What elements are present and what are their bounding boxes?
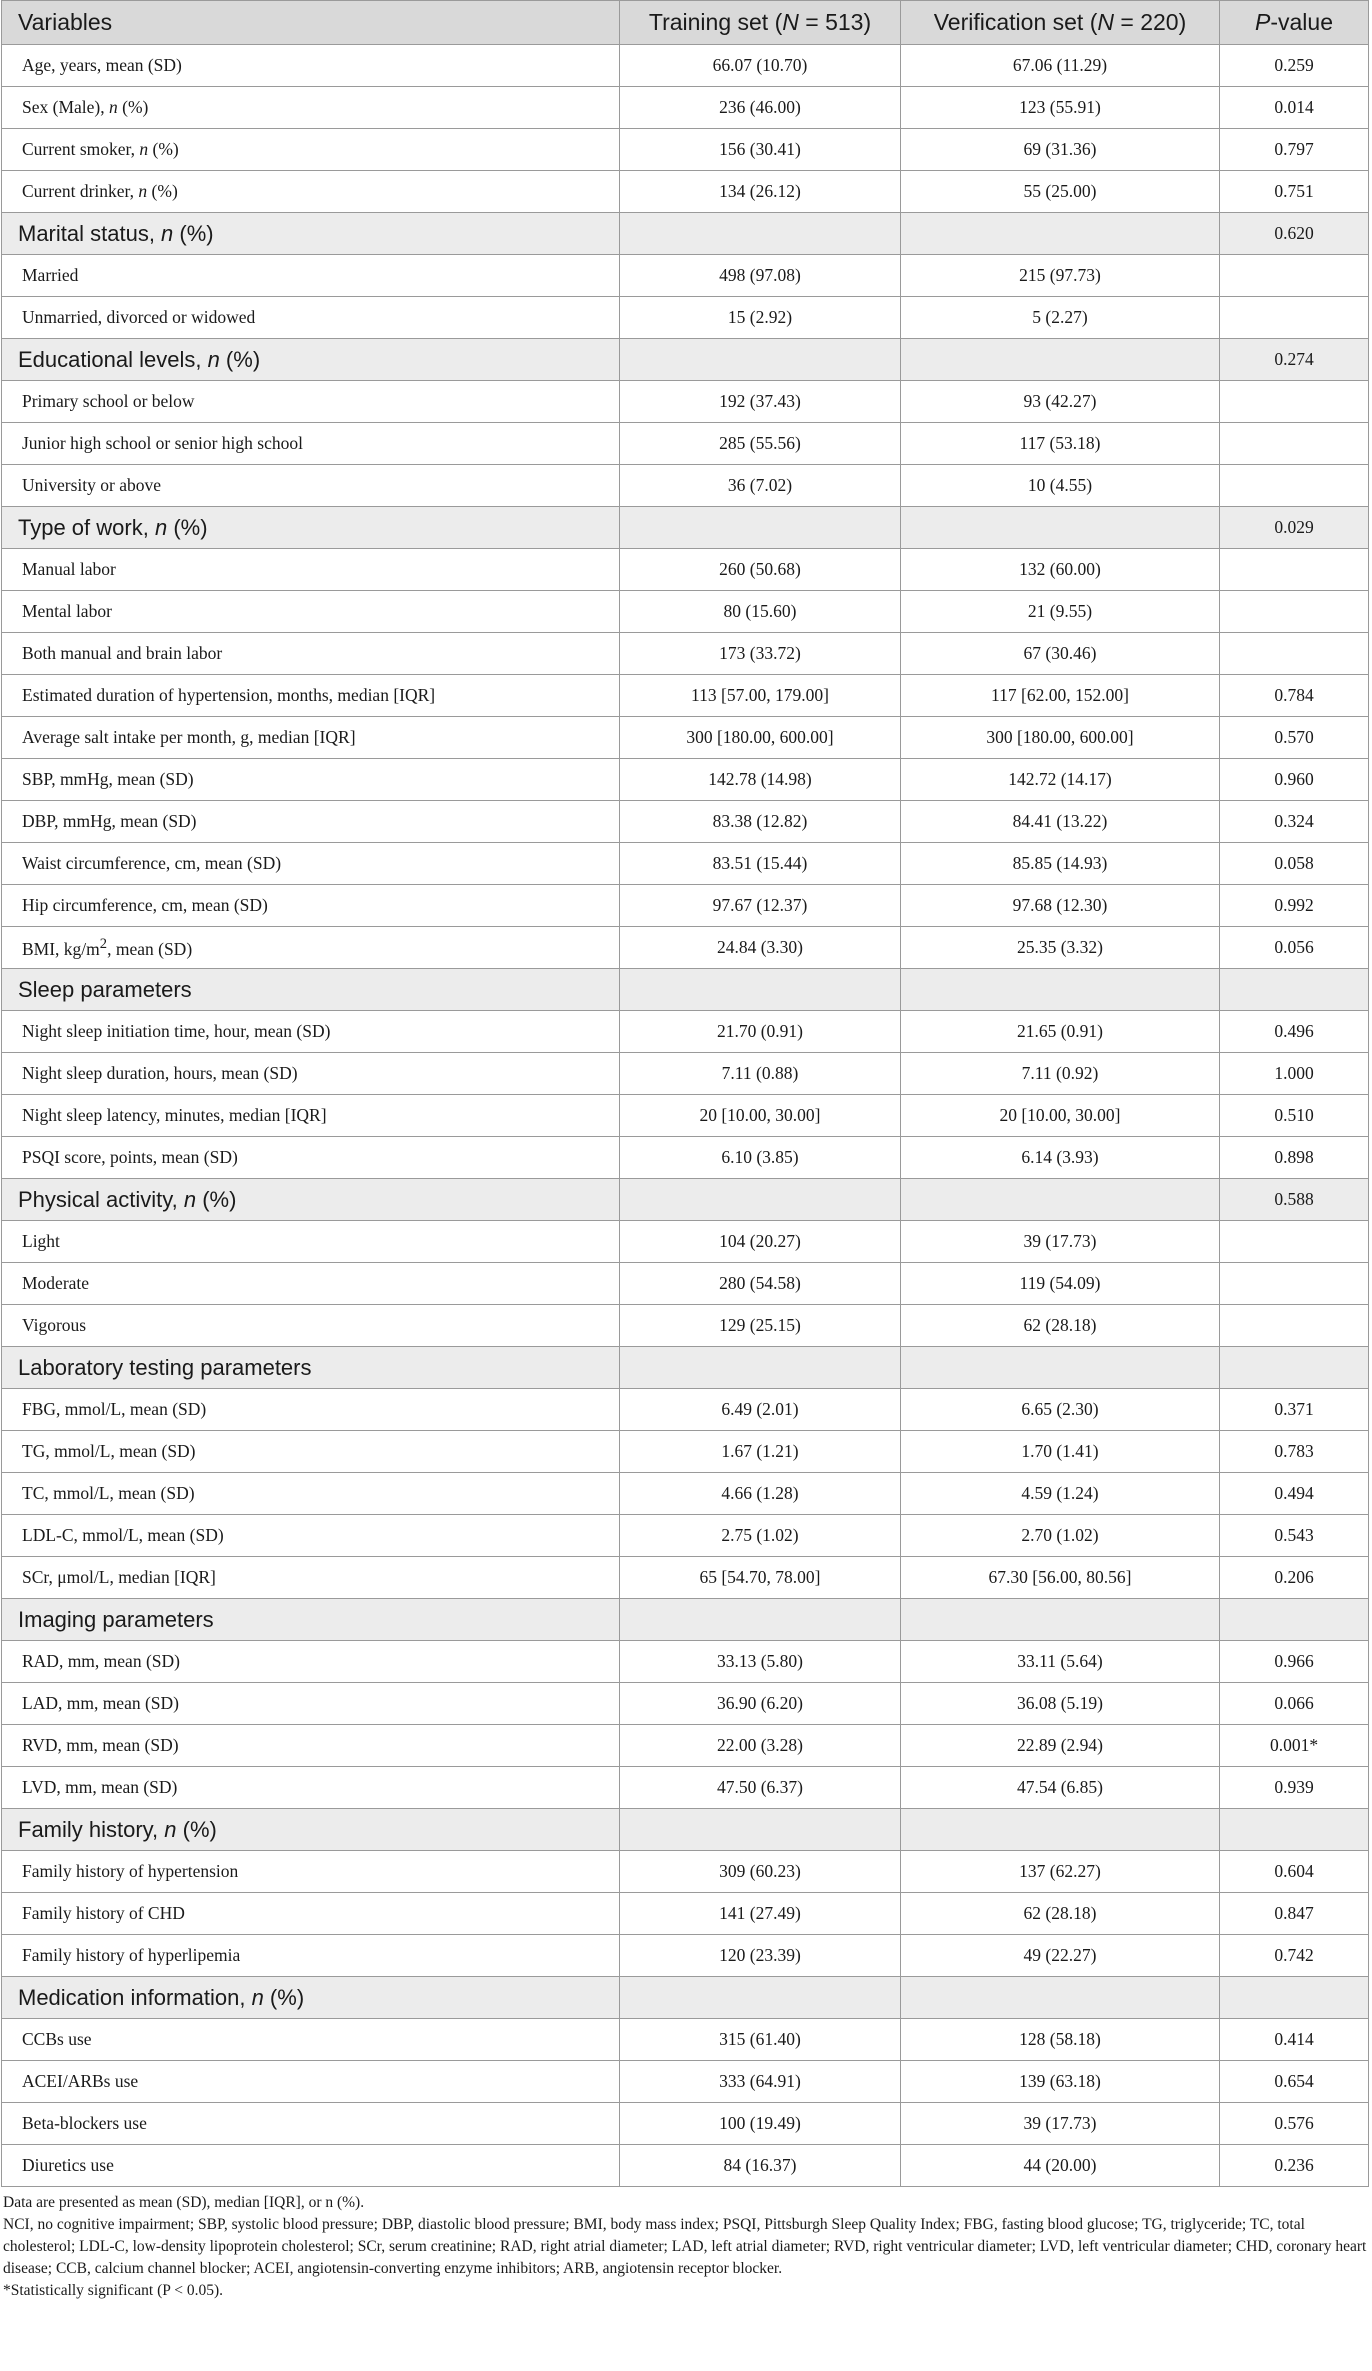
p-value: 0.960 [1220, 759, 1369, 801]
variable-label: Estimated duration of hypertension, months, median [IQR] [2, 675, 620, 717]
table-row [2, 2103, 1369, 2145]
p-value: 0.654 [1220, 2061, 1369, 2103]
verification-value: 25.35 (3.32) [901, 927, 1220, 969]
training-value: 4.66 (1.28) [620, 1473, 901, 1515]
training-value: 260 (50.68) [620, 549, 901, 591]
table-row [2, 171, 1369, 213]
verification-value: 132 (60.00) [901, 549, 1220, 591]
verification-value: 44 (20.00) [901, 2145, 1220, 2187]
verification-value: 69 (31.36) [901, 129, 1220, 171]
verification-value: 7.11 (0.92) [901, 1053, 1220, 1095]
p-value [1220, 381, 1369, 423]
variable-label: Vigorous [2, 1305, 620, 1347]
training-value: 1.67 (1.21) [620, 1431, 901, 1473]
section-label: Marital status, n (%) [2, 213, 620, 255]
p-value [1220, 633, 1369, 675]
verification-value: 85.85 (14.93) [901, 843, 1220, 885]
p-value [1220, 255, 1369, 297]
p-value: 0.797 [1220, 129, 1369, 171]
section-row [2, 1809, 1369, 1851]
training-value: 333 (64.91) [620, 2061, 901, 2103]
table-row [2, 1557, 1369, 1599]
variable-label: SBP, mmHg, mean (SD) [2, 759, 620, 801]
training-value: 80 (15.60) [620, 591, 901, 633]
footnote-abbreviations: NCI, no cognitive impairment; SBP, systolic blood pressure; DBP, diastolic blood pressure; BMI, body mass index; PSQI, Pittsburgh Sleep Quality Index; FBG, fasting blood glucose; TG, triglyceride; TC, total cholesterol; LDL-C, low-density lipoprotein cholesterol; SCr, serum creatinine; RAD, right atrial diameter; LAD, left atrial diameter; RVD, right ventricular diameter; LVD, left ventricular diameter; CHD, coronary heart disease; CCB, calcium channel blocker; ACEI, angiotensin-converting enzyme inhibitors; ARB, angiotensin receptor blocker. [3, 2216, 1367, 2277]
p-value: 0.259 [1220, 45, 1369, 87]
table-row [2, 801, 1369, 843]
section-label: Laboratory testing parameters [2, 1347, 620, 1389]
p-value: 0.236 [1220, 2145, 1369, 2187]
variable-label: TC, mmol/L, mean (SD) [2, 1473, 620, 1515]
training-value: 173 (33.72) [620, 633, 901, 675]
footnote-data-presentation: Data are presented as mean (SD), median [IQR], or n (%). [3, 2194, 365, 2211]
verification-value: 139 (63.18) [901, 2061, 1220, 2103]
variable-label: CCBs use [2, 2019, 620, 2061]
table-row [2, 1893, 1369, 1935]
verification-value: 20 [10.00, 30.00] [901, 1095, 1220, 1137]
verification-value: 67 (30.46) [901, 633, 1220, 675]
training-value: 129 (25.15) [620, 1305, 901, 1347]
variable-label: Primary school or below [2, 381, 620, 423]
training-value: 24.84 (3.30) [620, 927, 901, 969]
training-value [620, 1809, 901, 1851]
verification-value: 93 (42.27) [901, 381, 1220, 423]
training-value: 97.67 (12.37) [620, 885, 901, 927]
table-row [2, 129, 1369, 171]
p-value: 0.570 [1220, 717, 1369, 759]
table-row [2, 927, 1369, 969]
training-value: 280 (54.58) [620, 1263, 901, 1305]
table-row [2, 1137, 1369, 1179]
training-value: 2.75 (1.02) [620, 1515, 901, 1557]
table-row [2, 843, 1369, 885]
table-row [2, 1851, 1369, 1893]
table-row [2, 1515, 1369, 1557]
p-value [1220, 297, 1369, 339]
verification-value: 119 (54.09) [901, 1263, 1220, 1305]
verification-value: 97.68 (12.30) [901, 885, 1220, 927]
verification-value: 39 (17.73) [901, 1221, 1220, 1263]
training-value: 66.07 (10.70) [620, 45, 901, 87]
training-value: 6.10 (3.85) [620, 1137, 901, 1179]
variable-label: Family history of hyperlipemia [2, 1935, 620, 1977]
p-value: 0.494 [1220, 1473, 1369, 1515]
verification-value: 137 (62.27) [901, 1851, 1220, 1893]
table-row [2, 1473, 1369, 1515]
table-row [2, 255, 1369, 297]
p-value: 0.543 [1220, 1515, 1369, 1557]
section-row [2, 339, 1369, 381]
p-value: 0.939 [1220, 1767, 1369, 1809]
p-value: 0.966 [1220, 1641, 1369, 1683]
p-value [1220, 1599, 1369, 1641]
table-row [2, 1221, 1369, 1263]
verification-value: 4.59 (1.24) [901, 1473, 1220, 1515]
training-value: 65 [54.70, 78.00] [620, 1557, 901, 1599]
variable-label: Manual labor [2, 549, 620, 591]
verification-value: 128 (58.18) [901, 2019, 1220, 2061]
variable-label: University or above [2, 465, 620, 507]
variable-label: LAD, mm, mean (SD) [2, 1683, 620, 1725]
table-row [2, 1683, 1369, 1725]
training-value [620, 339, 901, 381]
table-row [2, 1767, 1369, 1809]
verification-value [901, 1179, 1220, 1221]
verification-value [901, 969, 1220, 1011]
variable-label: Age, years, mean (SD) [2, 45, 620, 87]
verification-value: 36.08 (5.19) [901, 1683, 1220, 1725]
variable-label: Married [2, 255, 620, 297]
variable-label: Average salt intake per month, g, median [IQR] [2, 717, 620, 759]
verification-value [901, 1599, 1220, 1641]
table-row [2, 549, 1369, 591]
p-value: 0.742 [1220, 1935, 1369, 1977]
verification-value: 21.65 (0.91) [901, 1011, 1220, 1053]
p-value: 1.000 [1220, 1053, 1369, 1095]
training-value: 100 (19.49) [620, 2103, 901, 2145]
variable-label: Night sleep duration, hours, mean (SD) [2, 1053, 620, 1095]
variable-label: Family history of CHD [2, 1893, 620, 1935]
verification-value: 67.06 (11.29) [901, 45, 1220, 87]
table-row [2, 2145, 1369, 2187]
section-label: Imaging parameters [2, 1599, 620, 1641]
variable-label: Family history of hypertension [2, 1851, 620, 1893]
variable-label: RAD, mm, mean (SD) [2, 1641, 620, 1683]
training-value: 236 (46.00) [620, 87, 901, 129]
p-value [1220, 1263, 1369, 1305]
section-label: Sleep parameters [2, 969, 620, 1011]
verification-value: 22.89 (2.94) [901, 1725, 1220, 1767]
training-value: 47.50 (6.37) [620, 1767, 901, 1809]
section-row [2, 213, 1369, 255]
variable-label: Hip circumference, cm, mean (SD) [2, 885, 620, 927]
verification-value: 117 [62.00, 152.00] [901, 675, 1220, 717]
p-value [1220, 549, 1369, 591]
verification-value: 10 (4.55) [901, 465, 1220, 507]
training-value: 120 (23.39) [620, 1935, 901, 1977]
training-value: 15 (2.92) [620, 297, 901, 339]
header-variables: Variables [2, 1, 620, 45]
training-value [620, 969, 901, 1011]
variable-label: LVD, mm, mean (SD) [2, 1767, 620, 1809]
variable-label: Light [2, 1221, 620, 1263]
training-value: 36 (7.02) [620, 465, 901, 507]
training-value: 315 (61.40) [620, 2019, 901, 2061]
verification-value: 55 (25.00) [901, 171, 1220, 213]
variable-label: FBG, mmol/L, mean (SD) [2, 1389, 620, 1431]
section-row [2, 1347, 1369, 1389]
verification-value: 2.70 (1.02) [901, 1515, 1220, 1557]
p-value [1220, 1221, 1369, 1263]
p-value: 0.066 [1220, 1683, 1369, 1725]
training-value: 498 (97.08) [620, 255, 901, 297]
table-row [2, 633, 1369, 675]
p-value: 0.510 [1220, 1095, 1369, 1137]
training-value: 83.51 (15.44) [620, 843, 901, 885]
p-value: 0.324 [1220, 801, 1369, 843]
p-value: 0.847 [1220, 1893, 1369, 1935]
p-value: 0.783 [1220, 1431, 1369, 1473]
table-row [2, 87, 1369, 129]
table-row [2, 1431, 1369, 1473]
table-row [2, 2019, 1369, 2061]
table-row [2, 1935, 1369, 1977]
variable-label: Beta-blockers use [2, 2103, 620, 2145]
table-row [2, 1053, 1369, 1095]
p-value: 0.992 [1220, 885, 1369, 927]
p-value: 0.751 [1220, 171, 1369, 213]
training-value [620, 1179, 901, 1221]
variable-label: Unmarried, divorced or widowed [2, 297, 620, 339]
verification-value: 117 (53.18) [901, 423, 1220, 465]
table-row [2, 1725, 1369, 1767]
training-value: 142.78 (14.98) [620, 759, 901, 801]
variable-label: TG, mmol/L, mean (SD) [2, 1431, 620, 1473]
table-row [2, 45, 1369, 87]
verification-value: 47.54 (6.85) [901, 1767, 1220, 1809]
verification-value [901, 1809, 1220, 1851]
variable-label: PSQI score, points, mean (SD) [2, 1137, 620, 1179]
training-value: 156 (30.41) [620, 129, 901, 171]
variable-label: Current drinker, n (%) [2, 171, 620, 213]
p-value [1220, 1347, 1369, 1389]
verification-value: 142.72 (14.17) [901, 759, 1220, 801]
variable-label: RVD, mm, mean (SD) [2, 1725, 620, 1767]
section-row [2, 507, 1369, 549]
variable-label: Night sleep latency, minutes, median [IQR] [2, 1095, 620, 1137]
p-value: 0.576 [1220, 2103, 1369, 2145]
table-row [2, 717, 1369, 759]
training-value: 285 (55.56) [620, 423, 901, 465]
p-value: 0.274 [1220, 339, 1369, 381]
training-value [620, 1599, 901, 1641]
verification-value: 84.41 (13.22) [901, 801, 1220, 843]
training-value: 192 (37.43) [620, 381, 901, 423]
variable-label: Both manual and brain labor [2, 633, 620, 675]
p-value: 0.496 [1220, 1011, 1369, 1053]
verification-value: 62 (28.18) [901, 1893, 1220, 1935]
table-row [2, 1011, 1369, 1053]
p-value [1220, 969, 1369, 1011]
training-value: 104 (20.27) [620, 1221, 901, 1263]
p-value: 0.898 [1220, 1137, 1369, 1179]
baseline-characteristics-table [1, 0, 1369, 2187]
p-value: 0.206 [1220, 1557, 1369, 1599]
verification-value: 62 (28.18) [901, 1305, 1220, 1347]
verification-value: 1.70 (1.41) [901, 1431, 1220, 1473]
variable-label: SCr, μmol/L, median [IQR] [2, 1557, 620, 1599]
p-value: 0.414 [1220, 2019, 1369, 2061]
training-value: 33.13 (5.80) [620, 1641, 901, 1683]
variable-label: Diuretics use [2, 2145, 620, 2187]
table-row [2, 465, 1369, 507]
table-row [2, 885, 1369, 927]
table-row [2, 1389, 1369, 1431]
header-p-value: P-value [1220, 1, 1369, 45]
table-row [2, 1641, 1369, 1683]
verification-value [901, 507, 1220, 549]
variable-label: LDL-C, mmol/L, mean (SD) [2, 1515, 620, 1557]
p-value: 0.014 [1220, 87, 1369, 129]
training-value: 36.90 (6.20) [620, 1683, 901, 1725]
verification-value [901, 1977, 1220, 2019]
table-footnotes [1, 2192, 1368, 2302]
verification-value [901, 339, 1220, 381]
verification-value: 123 (55.91) [901, 87, 1220, 129]
variable-label: Sex (Male), n (%) [2, 87, 620, 129]
training-value: 6.49 (2.01) [620, 1389, 901, 1431]
header-verification-set: Verification set (N = 220) [901, 1, 1220, 45]
training-value: 134 (26.12) [620, 171, 901, 213]
p-value: 0.620 [1220, 213, 1369, 255]
training-value: 309 (60.23) [620, 1851, 901, 1893]
variable-label: Current smoker, n (%) [2, 129, 620, 171]
training-value: 22.00 (3.28) [620, 1725, 901, 1767]
variable-label: ACEI/ARBs use [2, 2061, 620, 2103]
table-row [2, 591, 1369, 633]
variable-label: Mental labor [2, 591, 620, 633]
training-value: 21.70 (0.91) [620, 1011, 901, 1053]
verification-value: 33.11 (5.64) [901, 1641, 1220, 1683]
section-label: Type of work, n (%) [2, 507, 620, 549]
table-row [2, 423, 1369, 465]
p-value: 0.029 [1220, 507, 1369, 549]
verification-value: 300 [180.00, 600.00] [901, 717, 1220, 759]
section-row [2, 1599, 1369, 1641]
p-value: 0.056 [1220, 927, 1369, 969]
verification-value: 21 (9.55) [901, 591, 1220, 633]
training-value [620, 1347, 901, 1389]
table-row [2, 2061, 1369, 2103]
table-row [2, 1263, 1369, 1305]
p-value [1220, 423, 1369, 465]
p-value [1220, 591, 1369, 633]
verification-value [901, 1347, 1220, 1389]
p-value [1220, 1977, 1369, 2019]
section-row [2, 969, 1369, 1011]
training-value: 83.38 (12.82) [620, 801, 901, 843]
variable-label: Junior high school or senior high school [2, 423, 620, 465]
section-row [2, 1179, 1369, 1221]
p-value: 0.371 [1220, 1389, 1369, 1431]
variable-label: Waist circumference, cm, mean (SD) [2, 843, 620, 885]
variable-label: Moderate [2, 1263, 620, 1305]
section-label: Physical activity, n (%) [2, 1179, 620, 1221]
section-row [2, 1977, 1369, 2019]
training-value [620, 213, 901, 255]
table-row [2, 675, 1369, 717]
training-value: 113 [57.00, 179.00] [620, 675, 901, 717]
p-value: 0.784 [1220, 675, 1369, 717]
table-container [1, 0, 1368, 2302]
section-label: Educational levels, n (%) [2, 339, 620, 381]
table-row [2, 1305, 1369, 1347]
verification-value: 67.30 [56.00, 80.56] [901, 1557, 1220, 1599]
p-value [1220, 1809, 1369, 1851]
training-value: 141 (27.49) [620, 1893, 901, 1935]
verification-value: 6.14 (3.93) [901, 1137, 1220, 1179]
p-value: 0.001* [1220, 1725, 1369, 1767]
verification-value: 49 (22.27) [901, 1935, 1220, 1977]
table-row [2, 381, 1369, 423]
training-value [620, 507, 901, 549]
verification-value: 215 (97.73) [901, 255, 1220, 297]
table-header-row [2, 1, 1369, 45]
training-value: 20 [10.00, 30.00] [620, 1095, 901, 1137]
training-value [620, 1977, 901, 2019]
variable-label: BMI, $kg/m^2$, mean (SD) [2, 927, 620, 969]
verification-value: 6.65 (2.30) [901, 1389, 1220, 1431]
training-value: 300 [180.00, 600.00] [620, 717, 901, 759]
verification-value: 5 (2.27) [901, 297, 1220, 339]
table-row [2, 297, 1369, 339]
verification-value: 39 (17.73) [901, 2103, 1220, 2145]
p-value [1220, 465, 1369, 507]
footnote-significance: *Statistically significant (P < 0.05). [3, 2282, 223, 2299]
section-label: Family history, n (%) [2, 1809, 620, 1851]
section-label: Medication information, n (%) [2, 1977, 620, 2019]
p-value: 0.604 [1220, 1851, 1369, 1893]
header-training-set: Training set (N = 513) [620, 1, 901, 45]
training-value: 84 (16.37) [620, 2145, 901, 2187]
p-value [1220, 1305, 1369, 1347]
variable-label: DBP, mmHg, mean (SD) [2, 801, 620, 843]
p-value: 0.588 [1220, 1179, 1369, 1221]
table-row [2, 1095, 1369, 1137]
variable-label: Night sleep initiation time, hour, mean (SD) [2, 1011, 620, 1053]
table-row [2, 759, 1369, 801]
verification-value [901, 213, 1220, 255]
p-value: 0.058 [1220, 843, 1369, 885]
table-body [2, 45, 1369, 2187]
training-value: 7.11 (0.88) [620, 1053, 901, 1095]
